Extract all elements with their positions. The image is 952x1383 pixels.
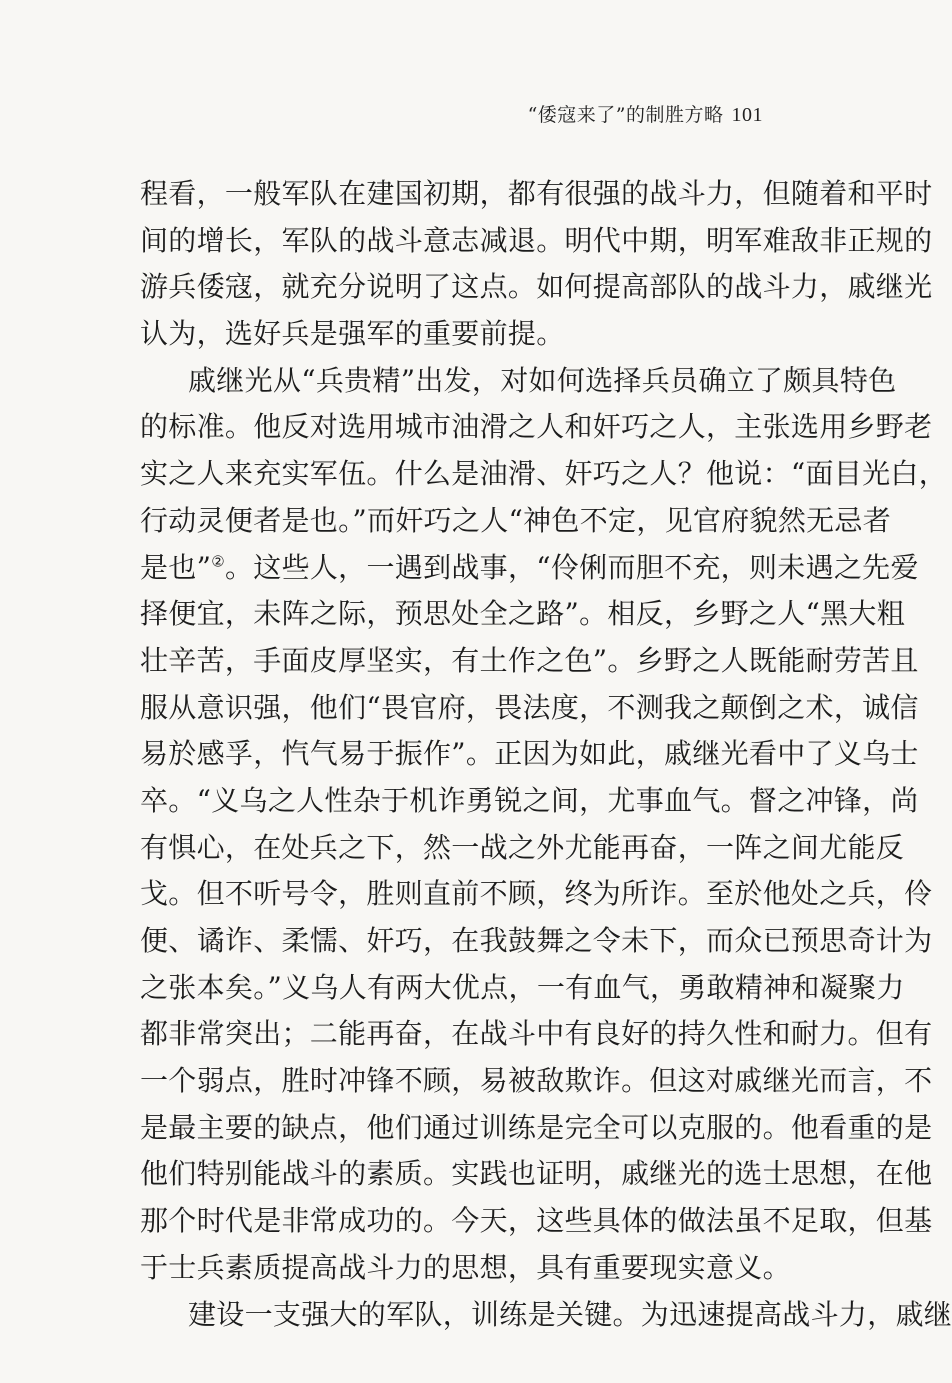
line-segment: 。这些人，一遇到战事，“伶俐而胆不充，则未遇之先爱 [224, 550, 919, 584]
text-line: 择便宜，未阵之际，预思处全之路”。相反，乡野之人“黑大粗 [140, 597, 906, 631]
page-number: 101 [731, 104, 763, 126]
text-line: 都非常突出；二能再奋，在战斗中有良好的持久性和耐力。但有 [140, 1017, 933, 1051]
text-line: 认为，选好兵是强军的重要前提。 [140, 317, 565, 351]
text-line: 游兵倭寇，就充分说明了这点。如何提高部队的战斗力，戚继光 [140, 270, 933, 304]
text-line: 便、谲诈、柔懦、奸巧，在我鼓舞之令未下，而众已预思奇计为 [140, 924, 933, 957]
text-line: 行动灵便者是也。”而奸巧之人“神色不定，见官府貌然无忌者 [140, 503, 892, 537]
text-line: 是最主要的缺点，他们通过训练是完全可以克服的。他看重的是 [140, 1110, 933, 1144]
footnote-marker: ② [211, 552, 225, 571]
text-line-with-footnote [140, 545, 919, 592]
text-line: 壮辛苦，手面皮厚坚实，有土作之色”。乡野之人既能耐劳苦且 [140, 643, 919, 677]
body-text [140, 171, 952, 1338]
text-line: 服从意识强，他们“畏官府，畏法度，不测我之颠倒之术，诚信 [140, 690, 919, 724]
text-line: 间的增长，军队的战斗意志减退。明代中期，明军难敌非正规的 [140, 223, 933, 257]
text-line: 程看，一般军队在建国初期，都有很强的战斗力，但随着和平时 [140, 177, 933, 210]
paragraph-start-line: 戚继光从“兵贵精”出发，对如何选择兵员确立了颇具特色 [188, 363, 897, 397]
chapter-title: “倭寇来了”的制胜方略 [527, 104, 724, 126]
paragraph-start-line: 建设一支强大的军队，训练是关键。为迅速提高战斗力，戚继 [188, 1297, 952, 1331]
text-line: 他们特别能战斗的素质。实践也证明，戚继光的选士思想，在他 [140, 1157, 933, 1191]
text-line: 的标准。他反对选用城市油滑之人和奸巧之人，主张选用乡野老 [140, 410, 933, 444]
running-header [528, 100, 763, 127]
text-line: 戈。但不听号令，胜则直前不顾，终为所诈。至於他处之兵，伶 [140, 877, 933, 911]
text-line: 有惧心，在处兵之下，然一战之外尤能再奋，一阵之间尤能反 [140, 830, 905, 864]
text-line: 之张本矣。”义乌人有两大优点，一有血气，勇敢精神和凝聚力 [140, 970, 905, 1004]
text-line: 易於感孚，忾气易于振作”。正因为如此，戚继光看中了义乌士 [140, 737, 919, 771]
text-line: 那个时代是非常成功的。今天，这些具体的做法虽不足取，但基 [140, 1204, 933, 1238]
text-line: 一个弱点，胜时冲锋不顾，易被敌欺诈。但这对戚继光而言，不 [140, 1064, 933, 1098]
line-segment: 是也” [140, 550, 212, 584]
text-line: 于士兵素质提高战斗力的思想，具有重要现实意义。 [140, 1250, 791, 1284]
text-line: 实之人来充实军伍。什么是油滑、奸巧之人？他说：“面目光白， [140, 457, 948, 491]
text-line: 卒。“义乌之人性杂于机诈勇锐之间，尤事血气。督之冲锋，尚 [140, 783, 919, 817]
